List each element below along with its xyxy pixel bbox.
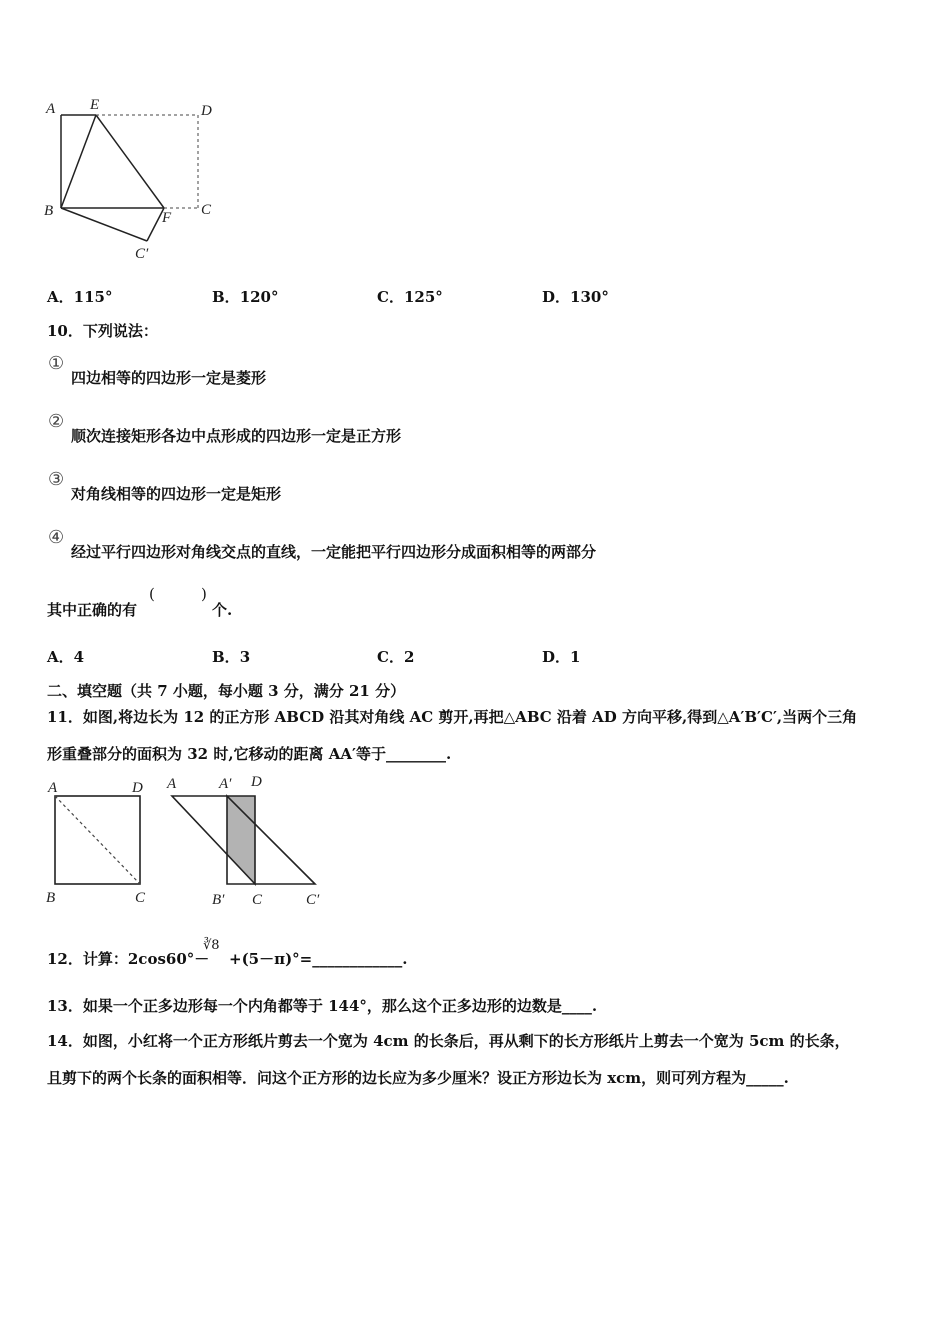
- option-letter: D．: [542, 288, 571, 306]
- q10-item-4-mark: ④: [48, 527, 65, 548]
- option-letter: D．: [542, 648, 571, 666]
- option-value: 115°: [73, 288, 113, 306]
- q13-text: 13．如果一个正多边形每一个内角都等于 144°，那么这个正多边形的边数是____.: [47, 997, 598, 1015]
- label-A-prime: A′: [219, 776, 232, 792]
- q12-prefix: 12．计算：2cos60°－: [47, 950, 210, 968]
- q12-radical: ∛8: [203, 938, 220, 953]
- label-D: D: [132, 780, 143, 796]
- label-E: E: [90, 97, 100, 113]
- option-value: 120°: [239, 288, 279, 306]
- option-value: 2: [403, 648, 415, 666]
- diagonal-AC-dashed: [55, 796, 140, 884]
- option-value: 125°: [403, 288, 443, 306]
- q12-suffix: +(5－π)°=____________.: [229, 950, 408, 968]
- q10-paren-left: (: [149, 585, 155, 603]
- q11-line-2: 形重叠部分的面积为 32 时,它移动的距离 AA′等于________.: [47, 745, 452, 763]
- label-D: D: [201, 103, 212, 119]
- label-D-right: D: [251, 774, 262, 790]
- q14-line-2: 且剪下的两个长条的面积相等．问这个正方形的边长应为多少厘米？设正方形边长为 xcm，则可列方程为_____.: [47, 1069, 789, 1087]
- option-value: 1: [570, 648, 581, 666]
- option-value: 3: [239, 648, 251, 666]
- label-C-prime: C′: [306, 892, 320, 908]
- label-F: F: [162, 210, 172, 226]
- q10-count-suffix: 个.: [212, 601, 233, 619]
- option-value: 4: [73, 648, 85, 666]
- q9-option-b[interactable]: [212, 286, 279, 307]
- option-letter: B．: [212, 288, 240, 306]
- q10-item-3-mark: ③: [48, 469, 65, 490]
- label-A-right: A: [167, 776, 177, 792]
- label-C-right: C: [252, 892, 263, 908]
- q10-option-b[interactable]: [212, 646, 250, 667]
- segment-EF: [96, 115, 164, 208]
- option-letter: C．: [377, 288, 404, 306]
- q9-option-d[interactable]: [542, 286, 609, 307]
- q11-line-1: 11．如图,将边长为 12 的正方形 ABCD 沿其对角线 AC 剪开,再把△ABC 沿着 AD 方向平移,得到△A′B′C′,当两个三角: [47, 708, 858, 726]
- label-B-prime: B′: [212, 892, 225, 908]
- q10-item-1-mark: ①: [48, 353, 65, 374]
- q10-item-3-text: 对角线相等的四边形一定是矩形: [71, 485, 282, 503]
- segment-BE: [61, 115, 96, 208]
- label-B: B: [44, 203, 54, 219]
- option-letter: B．: [212, 648, 240, 666]
- section-heading: 二、填空题（共 7 小题，每小题 3 分，满分 21 分）: [47, 682, 406, 700]
- label-C: C: [135, 890, 146, 906]
- segment-BCp: [61, 208, 147, 241]
- q9-option-c[interactable]: [377, 286, 443, 307]
- q10-item-4-text: 经过平行四边形对角线交点的直线，一定能把平行四边形分成面积相等的两部分: [71, 543, 597, 561]
- option-letter: A．: [47, 288, 74, 306]
- label-B: B: [46, 890, 56, 906]
- q11-figure: [40, 770, 340, 915]
- q10-paren-right: ): [201, 585, 207, 603]
- q10-item-1-text: 四边相等的四边形一定是菱形: [71, 369, 267, 387]
- label-C: C: [201, 202, 212, 218]
- q10-option-d[interactable]: [542, 646, 580, 667]
- q9-figure: [40, 95, 230, 265]
- label-C-prime: C′: [135, 246, 149, 262]
- option-value: 130°: [570, 288, 609, 306]
- option-letter: A．: [47, 648, 74, 666]
- label-A: A: [48, 780, 58, 796]
- q10-option-c[interactable]: [377, 646, 414, 667]
- count-prefix: 其中正确的有: [47, 601, 138, 619]
- q9-option-a[interactable]: [47, 286, 112, 307]
- q10-option-a[interactable]: [47, 646, 84, 667]
- q10-item-2-text: 顺次连接矩形各边中点形成的四边形一定是正方形: [71, 427, 402, 445]
- q10-stem: 10．下列说法：: [47, 322, 158, 340]
- q10-count-line: [47, 599, 137, 620]
- label-A: A: [46, 101, 56, 117]
- q14-line-1: 14．如图，小红将一个正方形纸片剪去一个宽为 4cm 的长条后，再从剩下的长方形纸片上剪去一个宽为 5cm 的长条，: [47, 1032, 850, 1050]
- q10-item-2-mark: ②: [48, 411, 65, 432]
- option-letter: C．: [377, 648, 404, 666]
